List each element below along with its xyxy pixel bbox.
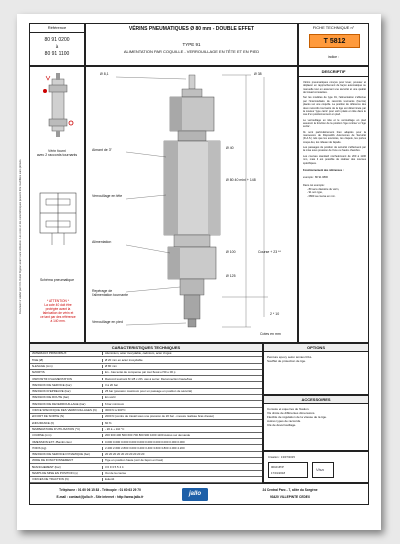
order-example: exemple : 80 91 0800 (303, 176, 328, 180)
spec-value: 6 bar minimum (102, 403, 265, 406)
options-title: OPTIONS (264, 344, 368, 352)
label-lock-bottom: Verrouillage en pied (92, 320, 123, 324)
spec-label: TEMPERATURE D'UTILISATION (°C) (31, 427, 81, 431)
options-box (263, 343, 369, 395)
spec-value: 0.000 0.000 0.000 0.000 0.000 0.000 0.000 0.000 0.000 0.000 (102, 441, 265, 444)
footer-address-1: 24 Central Parc - 7, allée du Sorgène (262, 488, 318, 492)
descriptif-paragraph: Les passages de position de sécurité s'effectuent par la mise sous pression de l'une ou l'autre chambre. (303, 146, 366, 153)
page-title: VÉRINS PNEUMATIQUES Ø 80 mm - DOUBLE EFFET (128, 26, 255, 32)
pneumatic-schema (32, 187, 84, 257)
jallo-logo (182, 488, 208, 501)
included-item: - 80 sa le diamètre du vérin, (307, 187, 340, 191)
approval-stamp (263, 451, 369, 483)
included-label: Dans cet exemple : (303, 183, 326, 187)
dim-course-a: Ø 80 40 mini + 148 (226, 178, 256, 182)
sidebar-vertical-note: Document à valider par CCL Ratier Figeac avant toute utilisation. Les cotes et les caractéristiques peuvent être modifiées sans préavis. (19, 158, 22, 314)
descriptif-paragraph: Sur les modèles de type 91, l'alimentation s'effectue par l'intermédiaire de raccords tournants (fournis) placés sur une coquille. La position de référence des deux raccords tournants de la tige est déterminée par la couleur 'type carré' pour vérin placé en tête dans le cas d'un positionnement en pied. (303, 96, 366, 117)
spec-value: Raccord tournant M 1/8 x 20), usé à serrer, Déconnection haute/bas (102, 378, 265, 381)
spec-label: ENDURANCE (h) (31, 421, 55, 425)
page-subtitle: ALIMENTATION PAR COQUILLE - VERROUILLAGE EN TÊTE ET EN PIED (123, 49, 260, 54)
spec-value: 2.400 2.600 2.800 3.000 3.200 3.400 3.600 3.800 4.000 4.200 (102, 447, 265, 450)
spec-label: PRESSION D'EPREUVE (bar) (31, 390, 71, 394)
accessories-title: ACCESSOIRES (264, 396, 368, 404)
dim-phi-125: Ø 125 (226, 274, 236, 278)
spec-label: DISPOSITIF D'ALIMENTATION (31, 377, 72, 381)
footer-phone: Téléphone : 01 60 06 15 83 - Télécopie : 01 60 63 29 70 (59, 488, 141, 492)
footer (29, 483, 369, 505)
spec-label: MATERIAUX PRINCIPAUX (31, 352, 67, 356)
descriptif-paragraph: Ils sont particulièrement bien adaptés pour la manoeuvre de Dispositifs Autonomes de Sécurité (D.A.S.) tels que les exutoires, les clapets, les portes coupe-feu, les rideaux de façade. (303, 130, 366, 144)
reference-code-end: 80 91 1100 (44, 51, 70, 57)
stamp-grid (268, 462, 308, 478)
dim-rod: Ø 100 (226, 250, 236, 254)
spec-label: PRESSION DE DEVERROUILLAGE (bar) (31, 402, 86, 406)
stamp-signature: Visa (316, 467, 324, 472)
cylinder-drawing (86, 67, 298, 343)
schema-caption: Schéma pneumatique (39, 278, 75, 282)
dim-course: Course + 23 ** (258, 250, 281, 254)
specs-table (29, 343, 263, 483)
label-magnet: Aimant de 3" (92, 148, 112, 152)
spec-value: 200 300 400 500 600 700 800 900 1000 1100 Autres sur demande (102, 434, 265, 437)
label-lock-top: Verrouillage en tête (92, 194, 123, 198)
left-panel (29, 66, 85, 343)
spec-label: COURSE (mm) (31, 434, 52, 438)
descriptif-title: DESCRIPTIF (299, 70, 368, 77)
dim-phi-top-left: Ø 8,1 (100, 72, 109, 76)
spec-value: 3 6 9 3 5 5 4 4 (102, 466, 265, 469)
header-fiche-box (298, 23, 369, 66)
reference-label: Référence (30, 26, 84, 33)
descriptif-panel (298, 66, 369, 343)
spec-label: BRANCHEMENT (bar) (31, 465, 61, 469)
dim-phi-top-right: Ø 38 (254, 72, 262, 76)
options-text: Peinture époxy selon teintes RAL. Soufflet de protection de tige. (267, 355, 313, 364)
spec-label: TEMPS DE MISE EN POSITION (s) (31, 472, 78, 475)
type-line: TYPE 91 (182, 42, 201, 47)
spec-value: Eulerdt (102, 478, 265, 481)
spec-label: PRESSION DE ROUTE (bar) (31, 396, 70, 400)
spec-value: Tige en position haute (voir de façon en haut) (102, 459, 265, 462)
spec-value: Ø 20 mm en acier inoxydable (102, 359, 265, 362)
footer-email: E-mail : contact@jallo.fr - Site internet : http://www.jallo.fr (56, 495, 144, 499)
spec-value: En - bas tenté de compense par tout flexat el 50 e 00 p (102, 371, 265, 374)
accessories-box (263, 395, 369, 451)
spec-label: TIGE (Ø) (31, 358, 44, 362)
spec-value: - 20 à + 110 °C (102, 428, 265, 431)
valve-illustration (31, 71, 85, 141)
spec-value: 3 à 20 bar (102, 384, 265, 387)
included-item: - 0800 sa course en mm. (307, 194, 336, 198)
spec-label: PRESSION DE SERVICE DYNAMIQUE (bar) (31, 453, 90, 457)
descriptif-body (303, 81, 366, 198)
logo-text: jallo (188, 491, 201, 497)
specs-title: CARACTERISTIQUES TECHNIQUES (30, 344, 262, 352)
descriptif-paragraph: Le verrouillage en tête et le verrouillage en pied assurent la fonction de la position 'tige rentrée' et 'tige sortie'. (303, 118, 366, 129)
dim-bottom: 2 * 10 (270, 312, 280, 316)
fiche-label: FICHE TECHNIQUE n° (312, 25, 355, 30)
descriptif-paragraph: Vérins pneumatiques conçus pour lever, pousser et déplacer en rapprochement de façon automatique ou manuelle tout en assurant une sécurité et une qualité de travail constantes. (303, 81, 366, 95)
warning-note: * ATTENTION * La cote 40 doit être protégée avant la fabrication de vérin et ce tant par des référence à 140 mm. (40, 299, 76, 323)
technical-drawing-box (85, 66, 298, 343)
spec-label: ALESAGE (mm) (31, 364, 53, 368)
valve-caption: Vérin fourni avec 2 raccords tournants (36, 149, 78, 158)
spec-label: FORCE SPECIFIQUE DES VERROUILLAGES (N) (31, 409, 97, 412)
spec-label: PRESSION DE SERVICE (bar) (31, 383, 72, 387)
order-label: Fonctionnement des références : (303, 168, 344, 172)
indice-label: indice : (327, 55, 340, 59)
footer-address-2: 93420 VILLEPINTE CEDEX (269, 495, 311, 499)
accessories-text: Console et équerres de fixation. Vis droite de différentes dimensions. Flexible de régulation de la vitesse de la tige. Autres types de raccords. Clé de déverrouillage. (267, 407, 327, 428)
stamp-ref: 0010/JP/P (271, 465, 284, 469)
reference-code-start: 80 91 0200 (44, 37, 70, 43)
drawing-note: Cotes en mm (260, 332, 281, 336)
stamp-signature-box (312, 462, 334, 478)
reference-code-sep: à (55, 44, 59, 49)
stamp-date: Création : 13/07/2015 (268, 455, 295, 459)
dim-body: Ø 40 (226, 146, 234, 150)
stamp-date2: 17/01/2018 (271, 471, 285, 475)
fiche-number: T 5812 (323, 38, 346, 45)
included-item: - 91 son type, (307, 191, 323, 195)
spec-value: En sortir (102, 396, 265, 399)
header-reference-box (29, 23, 85, 66)
spec-value: 60 % (102, 422, 265, 425)
spec-label: POIDS (kg) (31, 446, 47, 450)
spec-value: 20 20 20 20 20 20 20 20 20 20 (102, 453, 265, 456)
spec-value: 3000 N à 300°C (102, 409, 265, 412)
spec-value: Aluminium, acier inoxydable, cadmium, acier zingué (102, 352, 265, 355)
descriptif-paragraph: Les courses standard s'échelonnent de 200 à 1100 mm, mais il est possible de réaliser des courses spécifiques. (303, 154, 366, 165)
label-bearing: Repérage de l'alimentation tournante (92, 289, 129, 298)
fiche-number-box (309, 34, 360, 48)
spec-value: Ø 80 mm (102, 365, 265, 368)
spec-label: DIMENSION EXT. (Bambi cles) (31, 440, 72, 444)
spec-value: 25 bar (pression maximum pour un passage en position de sécurité) (102, 390, 265, 393)
label-supply: Alimentation (92, 240, 112, 244)
spec-label: FORCES DE TRACTION (N) (31, 478, 69, 482)
spec-label: MODE DE FONCTIONNEMENT (31, 459, 74, 463)
spec-value: Oui de la course (102, 472, 265, 475)
header-title-box (85, 23, 298, 66)
datasheet-page (17, 14, 381, 530)
spec-label: AMORTIS (31, 371, 45, 375)
spec-value: 2000 N (contre de travail sous une pression de 20 bar - mesure réalisée bras dressé) (102, 415, 265, 418)
spec-label: EFFORT DE SORTIE (N) (31, 415, 65, 419)
